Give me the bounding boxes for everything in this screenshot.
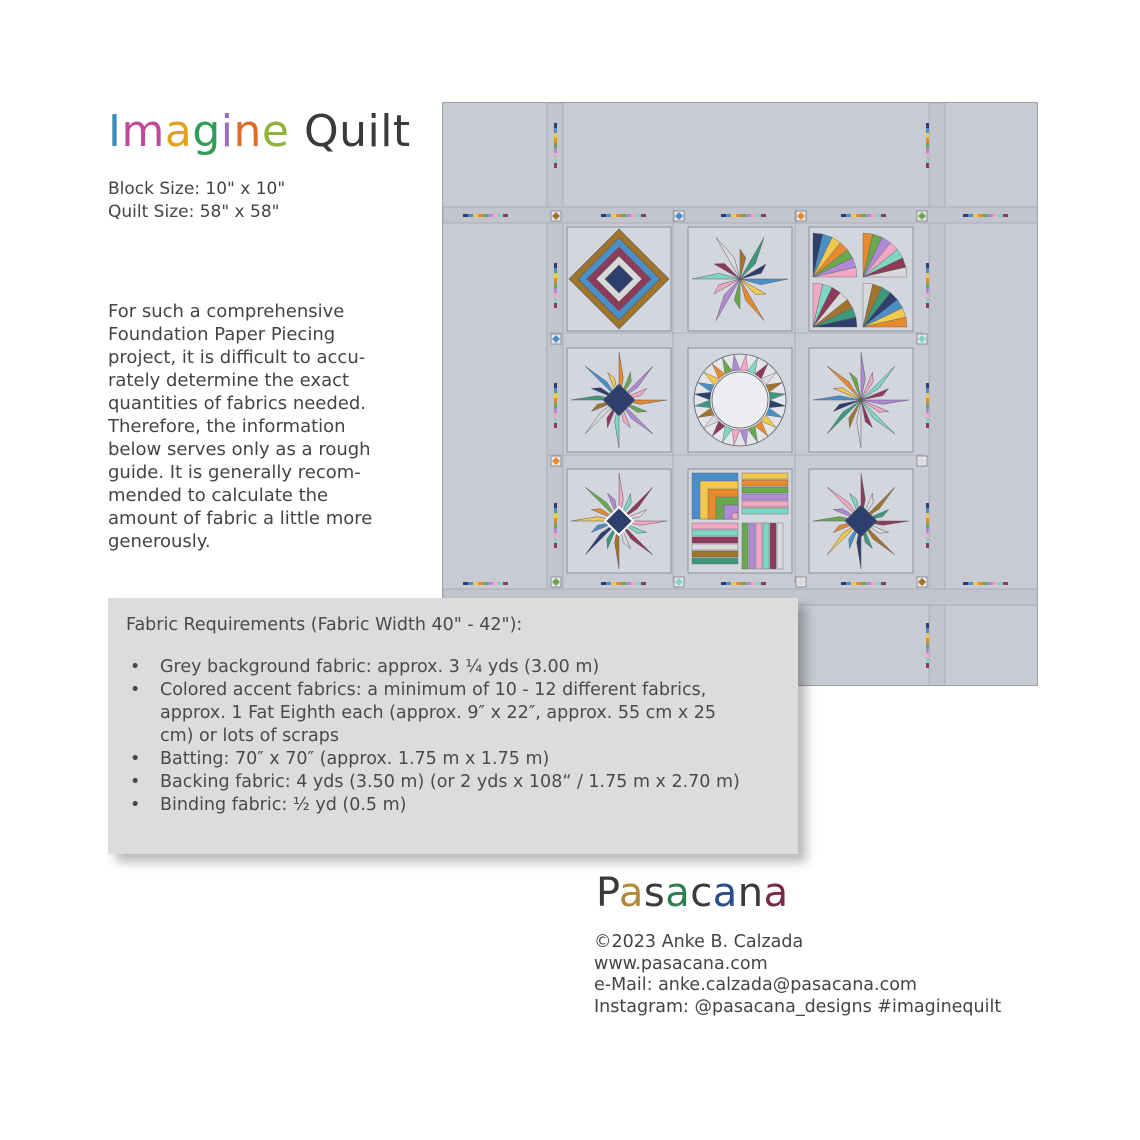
title-letter: i [220, 106, 234, 157]
accent-bar [926, 623, 929, 628]
brand-letter: s [643, 870, 666, 916]
accent-bar [554, 423, 557, 428]
accent-bar [731, 214, 736, 217]
accent-bar [483, 582, 488, 585]
accent-bar [488, 582, 493, 585]
website: www.pasacana.com [594, 953, 768, 974]
accent-bar [554, 528, 557, 533]
accent-bar [554, 403, 557, 408]
block-shape [732, 513, 738, 519]
intro-line: project, it is difficult to accu- [108, 347, 366, 368]
accent-bar [926, 538, 929, 543]
accent-bar [736, 214, 741, 217]
accent-bar [926, 383, 929, 388]
accent-bar [988, 214, 993, 217]
intro-line: rately determine the exact [108, 370, 350, 391]
block-shape [692, 537, 738, 543]
block-shape [692, 523, 738, 529]
accent-bar [926, 543, 929, 548]
accent-bar [926, 513, 929, 518]
accent-bar [926, 158, 929, 163]
accent-bar [554, 533, 557, 538]
accent-bar [856, 214, 861, 217]
accent-bar [968, 582, 973, 585]
accent-bar [871, 214, 876, 217]
brand-letter: P [596, 870, 619, 916]
block-shape [692, 551, 738, 557]
accent-bar [968, 214, 973, 217]
accent-bar [926, 643, 929, 648]
size-info [108, 178, 285, 224]
accent-bar [993, 214, 998, 217]
accent-bar [761, 214, 766, 217]
brand-logo [596, 870, 789, 916]
block-shape [742, 523, 748, 569]
block-shape [770, 523, 776, 569]
accent-bar [871, 582, 876, 585]
accent-bar [876, 214, 881, 217]
accent-bar [978, 214, 983, 217]
accent-bar [606, 214, 611, 217]
accent-bar [483, 214, 488, 217]
accent-bar [926, 633, 929, 638]
accent-bar [554, 538, 557, 543]
accent-bar [463, 214, 468, 217]
accent-bar [616, 214, 621, 217]
accent-bar [926, 648, 929, 653]
intro-line: quantities of fabrics needed. [108, 393, 367, 414]
title-letter: I [108, 106, 122, 157]
accent-bar [554, 518, 557, 523]
requirement-item [126, 771, 780, 794]
accent-bar [554, 293, 557, 298]
accent-bar [841, 214, 846, 217]
accent-bar [626, 582, 631, 585]
accent-bar [993, 582, 998, 585]
title-letter: g [192, 106, 221, 157]
accent-bar [631, 214, 636, 217]
accent-bar [468, 214, 473, 217]
accent-bar [926, 293, 929, 298]
accent-bar [983, 214, 988, 217]
requirement-line: approx. 1 Fat Eighth each (approx. 9″ x 22″, approx. 55 cm x 25 [160, 703, 717, 723]
accent-bar [611, 582, 616, 585]
accent-bar [926, 653, 929, 658]
bullet-icon: • [130, 680, 141, 700]
block-shape [692, 544, 738, 550]
title-letter: e [261, 106, 290, 157]
requirements-list [126, 656, 780, 817]
accent-bar [468, 582, 473, 585]
accent-bar [926, 163, 929, 168]
copyright: ©2023 Anke B. Calzada [594, 932, 804, 952]
requirement-item [126, 656, 780, 679]
accent-bar [641, 214, 646, 217]
accent-bar [554, 133, 557, 138]
accent-bar [998, 582, 1003, 585]
accent-bar [926, 133, 929, 138]
quilt-size: Quilt Size: 58" x 58" [108, 202, 280, 222]
accent-bar [926, 528, 929, 533]
accent-bar [554, 288, 557, 293]
accent-bar [554, 513, 557, 518]
accent-bar [554, 413, 557, 418]
accent-bar [926, 283, 929, 288]
accent-bar [926, 638, 929, 643]
brand-letter: n [737, 870, 764, 916]
block-shape [763, 523, 769, 569]
accent-bar [926, 298, 929, 303]
brand-letter: c [690, 870, 713, 916]
accent-bar [554, 143, 557, 148]
accent-bar [926, 128, 929, 133]
accent-bar [478, 214, 483, 217]
accent-bar [841, 582, 846, 585]
accent-bar [926, 413, 929, 418]
requirement-item [126, 794, 780, 817]
title-letter: a [164, 106, 193, 157]
accent-bar [746, 214, 751, 217]
block-shape [692, 530, 738, 536]
accent-bar [503, 582, 508, 585]
intro-line: mended to calculate the [108, 485, 329, 506]
accent-bar [963, 582, 968, 585]
intro-line: generously. [108, 531, 211, 552]
accent-bar [554, 393, 557, 398]
title-letter: n [233, 106, 262, 157]
accent-bar [926, 628, 929, 633]
accent-bar [636, 214, 641, 217]
accent-bar [1003, 582, 1008, 585]
accent-bar [741, 582, 746, 585]
accent-bar [554, 508, 557, 513]
accent-bar [626, 214, 631, 217]
accent-bar [751, 214, 756, 217]
bullet-icon: • [130, 657, 141, 677]
accent-bar [751, 582, 756, 585]
block-shape [742, 473, 788, 479]
accent-bar [554, 273, 557, 278]
requirement-item [126, 679, 780, 748]
accent-bar [498, 214, 503, 217]
accent-bar [926, 388, 929, 393]
accent-bar [641, 582, 646, 585]
accent-bar [721, 582, 726, 585]
accent-bar [926, 278, 929, 283]
accent-bar [554, 123, 557, 128]
block-shape [777, 523, 783, 569]
accent-bar [554, 163, 557, 168]
block-shape [692, 558, 738, 564]
accent-bar [861, 214, 866, 217]
requirement-line: Backing fabric: 4 yds (3.50 m) (or 2 yds x 108“ / 1.75 m x 2.70 m) [160, 772, 740, 792]
accent-bar [973, 582, 978, 585]
pattern-title [108, 106, 411, 157]
accent-bar [846, 582, 851, 585]
accent-bar [554, 128, 557, 133]
accent-bar [554, 408, 557, 413]
requirement-line: Batting: 70″ x 70″ (approx. 1.75 m x 1.75 m) [160, 749, 550, 769]
requirement-line: Binding fabric: ½ yd (0.5 m) [160, 795, 407, 815]
accent-bar [606, 582, 611, 585]
intro-line: amount of fabric a little more [108, 508, 373, 529]
requirement-line: Grey background fabric: approx. 3 ¼ yds (3.00 m) [160, 657, 600, 677]
accent-bar [621, 214, 626, 217]
accent-bar [963, 214, 968, 217]
accent-bar [866, 582, 871, 585]
intro-line: Foundation Paper Piecing [108, 324, 336, 345]
accent-bar [926, 508, 929, 513]
accent-bar [503, 214, 508, 217]
accent-bar [554, 298, 557, 303]
accent-bar [746, 582, 751, 585]
accent-bar [488, 214, 493, 217]
accent-bar [601, 214, 606, 217]
accent-bar [926, 518, 929, 523]
intro-line: Therefore, the information [108, 416, 346, 437]
accent-bar [554, 263, 557, 268]
bullet-icon: • [130, 795, 141, 815]
email: e-Mail: anke.calzada@pasacana.com [594, 975, 917, 995]
accent-bar [493, 582, 498, 585]
accent-bar [636, 582, 641, 585]
accent-bar [998, 214, 1003, 217]
intro-line: below serves only as a rough [108, 439, 371, 460]
accent-bar [926, 288, 929, 293]
accent-bar [926, 523, 929, 528]
accent-bar [473, 214, 478, 217]
bullet-icon: • [130, 749, 141, 769]
accent-bar [926, 148, 929, 153]
accent-bar [554, 543, 557, 548]
fabric-requirements-box [108, 598, 798, 854]
requirement-line: cm) or lots of scraps [160, 726, 339, 746]
requirements-heading: Fabric Requirements (Fabric Width 40" - 42"): [126, 615, 523, 635]
accent-bar [926, 268, 929, 273]
accent-bar [554, 503, 557, 508]
accent-bar [554, 383, 557, 388]
block-shape [742, 480, 788, 486]
accent-bar [726, 582, 731, 585]
accent-bar [881, 214, 886, 217]
requirement-item [126, 748, 780, 771]
accent-bar [554, 148, 557, 153]
accent-bar [621, 582, 626, 585]
accent-bar [493, 214, 498, 217]
accent-bar [741, 214, 746, 217]
accent-bar [601, 582, 606, 585]
instagram: Instagram: @pasacana_designs #imaginequilt [594, 996, 1002, 1017]
accent-bar [756, 582, 761, 585]
block-size: Block Size: 10" x 10" [108, 179, 286, 199]
accent-bar [616, 582, 621, 585]
accent-bar [861, 582, 866, 585]
accent-bar [554, 268, 557, 273]
accent-bar [926, 658, 929, 663]
accent-bar [554, 153, 557, 158]
accent-bar [926, 153, 929, 158]
accent-bar [554, 283, 557, 288]
accent-bar [926, 663, 929, 668]
accent-bar [926, 393, 929, 398]
accent-bar [926, 138, 929, 143]
brand-letter: a [618, 870, 644, 916]
accent-bar [926, 403, 929, 408]
accent-bar [926, 123, 929, 128]
accent-bar [926, 408, 929, 413]
intro-line: For such a comprehensive [108, 301, 345, 322]
brand-letter: a [763, 870, 789, 916]
accent-bar [846, 214, 851, 217]
accent-bar [554, 158, 557, 163]
title-letter: m [121, 106, 165, 157]
accent-bar [978, 582, 983, 585]
accent-bar [721, 214, 726, 217]
accent-bar [926, 423, 929, 428]
block-shape [742, 501, 788, 507]
accent-bar [926, 533, 929, 538]
accent-bar [1003, 214, 1008, 217]
accent-bar [856, 582, 861, 585]
accent-bar [926, 263, 929, 268]
accent-bar [478, 582, 483, 585]
accent-bar [926, 503, 929, 508]
accent-bar [611, 214, 616, 217]
accent-bar [463, 582, 468, 585]
accent-bar [866, 214, 871, 217]
intro-text [108, 300, 408, 553]
requirement-line: Colored accent fabrics: a minimum of 10 - 12 different fabrics, [160, 680, 707, 700]
accent-bar [731, 582, 736, 585]
accent-bar [851, 214, 856, 217]
accent-bar [554, 278, 557, 283]
accent-bar [554, 138, 557, 143]
brand-letter: a [712, 870, 738, 916]
accent-bar [926, 418, 929, 423]
accent-bar [926, 398, 929, 403]
accent-bar [876, 582, 881, 585]
accent-bar [554, 418, 557, 423]
intro-line: guide. It is generally recom- [108, 462, 361, 483]
accent-bar [761, 582, 766, 585]
accent-bar [756, 214, 761, 217]
title-colored-word [108, 106, 289, 157]
title-rest: Quilt [289, 106, 411, 157]
accent-bar [983, 582, 988, 585]
accent-bar [498, 582, 503, 585]
block-shape [756, 523, 762, 569]
accent-bar [988, 582, 993, 585]
block-shape [742, 487, 788, 493]
block-shape [712, 372, 768, 428]
accent-bar [554, 523, 557, 528]
block-shape [742, 494, 788, 500]
accent-bar [554, 388, 557, 393]
accent-bar [851, 582, 856, 585]
accent-bar [554, 398, 557, 403]
accent-bar [973, 214, 978, 217]
bullet-icon: • [130, 772, 141, 792]
accent-bar [554, 303, 557, 308]
contact-info [594, 932, 1001, 1018]
accent-bar [926, 303, 929, 308]
block-shape [749, 523, 755, 569]
accent-bar [631, 582, 636, 585]
accent-bar [881, 582, 886, 585]
brand-letter: a [665, 870, 691, 916]
accent-bar [736, 582, 741, 585]
accent-bar [926, 273, 929, 278]
block-shape [742, 508, 788, 514]
accent-bar [473, 582, 478, 585]
accent-bar [726, 214, 731, 217]
accent-bar [926, 143, 929, 148]
